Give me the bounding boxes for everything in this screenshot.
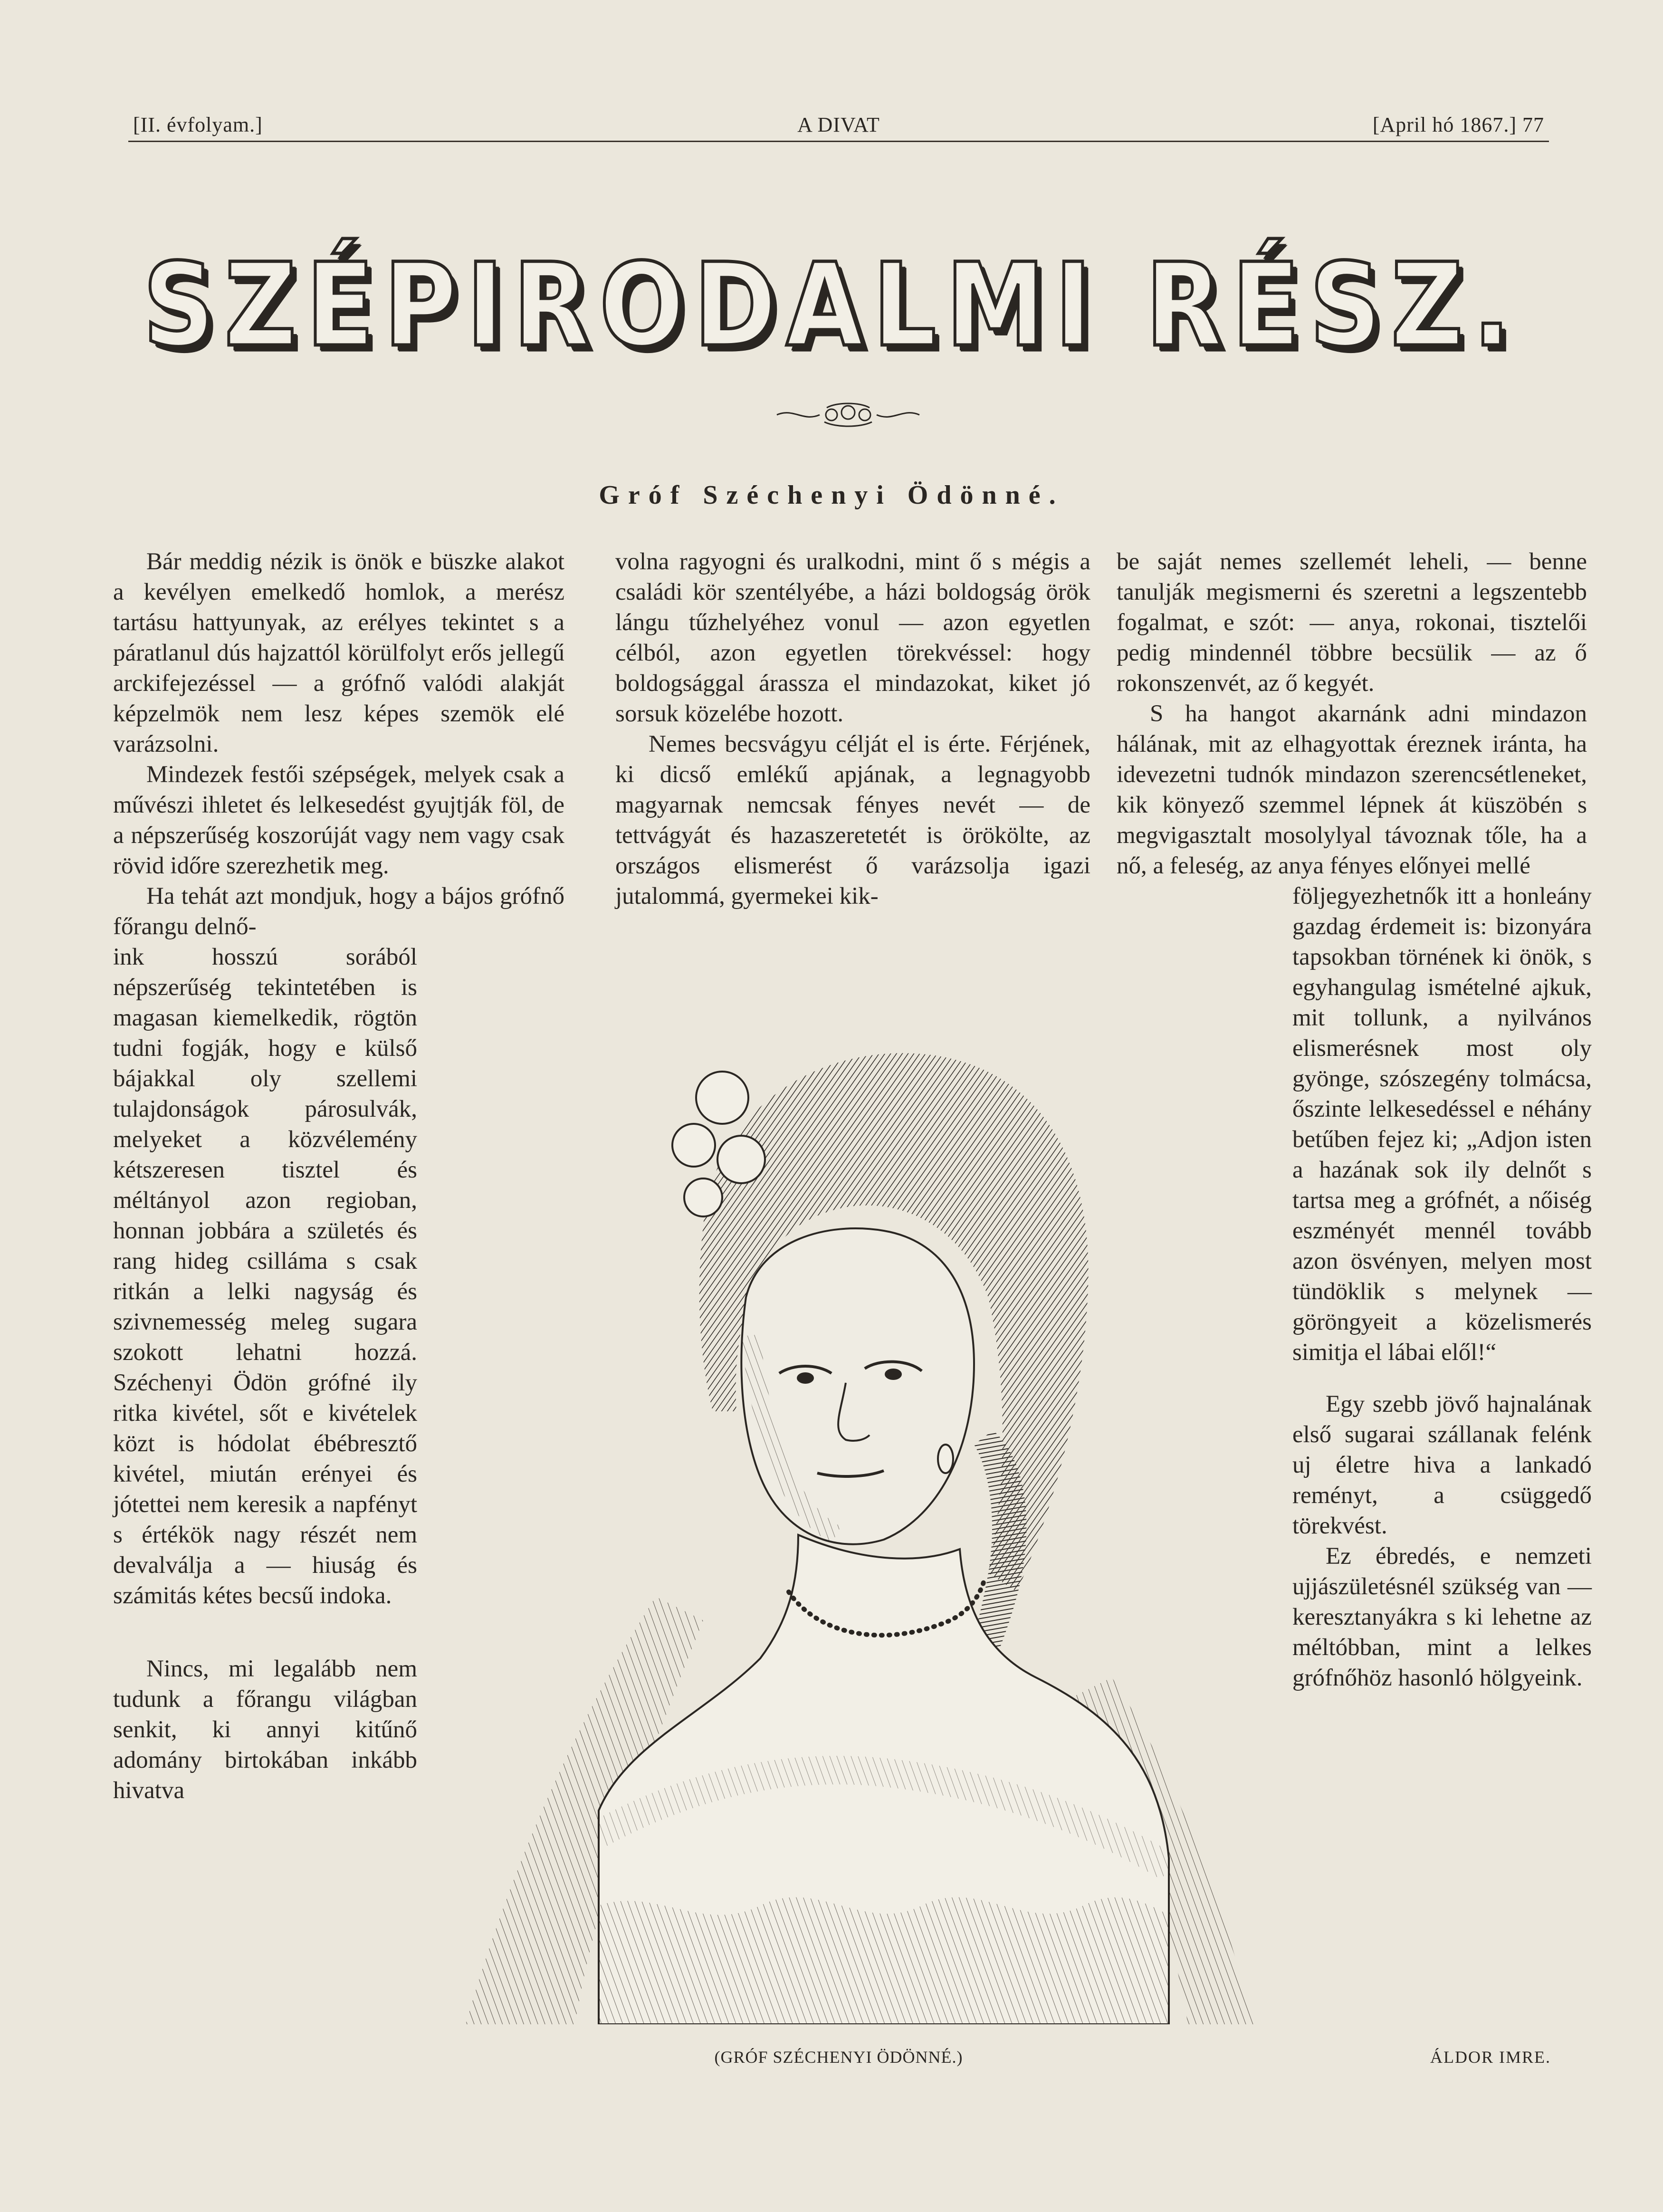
section-title: SZÉPIRODALMI RÉSZ. [143,238,1520,373]
volume-label: [II. évfolyam.] [133,113,263,136]
paragraph: volna ragyogni és uralkodni, mint ő s mégis a családi kör szentélyébe, a házi boldogság örök lángu tűzhelyéhez vonul — azon egyetlen célból, azon egyetlen törekvéssel: hogy boldogsággal árassza el mindazokat, kiket jó sorsuk közelébe hozott. [615,548,1090,727]
author-signature: ÁLDOR IMRE. [1430,2048,1551,2067]
header-rule [128,141,1549,142]
paragraph: följegyezhetnők itt a honleány gazdag érdemeit is: bizonyára tapsokban törnének ki önök, s egyhangulag ismételné ajkuk, mit tollunk, a nyilvános elismerésnek most oly gyönge, szószegény tolmácsa, őszinte lelkesedéssel e néhány betűben fejez ki; „Adjon isten a hazának sok ily delnőt s tartsa meg a grófnét, a nőiség eszményét mennél tovább azon ösvényen, melyen most tündöklik s melynek — göröngyeit a közelismerés simitja el lábai elől!“ [1292,883,1592,1366]
paragraph: be saját nemes szellemét leheli, — benne tanulják megismerni és szeretni a legszentebb fogalmat, e szót: — anya, rokonai, tisztelői pedig mindennél többre becsülik — az ő rokonszenvét, az ő kegyét. [1117,548,1587,697]
column-2 [615,546,1090,911]
paragraph: Egy szebb jövő hajnalának első sugarai szállanak felénk uj életre hiva a lankadó reményt, a csüggedő törekvést. [1292,1391,1592,1539]
article-title: Gróf Széchenyi Ödönné. [599,480,1064,510]
paragraph: Mindezek festői szépségek, melyek csak a művészi ihletet és lelkesedést gyujtják föl, de a népszerűség koszorúját vagy nem vagy csak rövid időre szerezhetik meg. [113,761,564,879]
portrait-caption: (GRÓF SZÉCHENYI ÖDÖNNÉ.) [714,2048,963,2067]
paragraph: Nincs, mi legalább nem tudunk a főrangu világban senkit, ki annyi kitűnő adomány birtokában inkább hivatva [113,1656,417,1804]
publication-name: A DIVAT [797,113,880,136]
paragraph: Ha tehát azt mondjuk, hogy a bájos grófnő főrangu delnő- [113,883,564,940]
paragraph: Nemes becsvágyu célját el is érte. Férjének, ki dicső emlékű apjának, a legnagyobb magyarnak nemcsak fényes nevét — de tettvágyát és hazaszeretetét is örökölte, az országos elismerést ő varázsolja igazi jutalommá, gyermekei kik- [615,731,1090,910]
ornament-vignette-icon [774,398,922,431]
paragraph: Ez ébredés, e nemzeti ujjászületésnél szükség van — keresztanyákra s ki lehetne az méltóbban, mint a lelkes grófnőhöz hasonló hölgyeink. [1292,1543,1592,1691]
running-header [128,107,1549,140]
paragraph: ink hosszú sorából népszerűség tekintetében is magasan kiemelkedik, rögtön tudni fogják, hogy e külső bájakkal oly szellemi tulajdonságok párosulvák, melyeket a közvélemény kétszeresen tisztel és méltányol azon regioban, honnan jobbára a születés és rang hideg csillámа s csak ritkán a lelki nagyság és szivnemesség meleg sugara szokott lehatni hozzá. Széchenyi Ödön grófné ily ritka kivétel, sőt e kivételek közt is hódolat ébébresztő kivétel, miután erényei és jótettei nem keresik a napfényt s értékök nagy részét nem devalválja a — hiuság és számitás kétes becsű indoka. [113,944,417,1609]
paragraph: Bár meddig nézik is önök e büszke alakot a kevélyen emelkedő homlok, a merész tartásu hattyunyak, az erélyes tekintet s a páratlanul dús hajzattól körülfolyt erős jellegű arckifejezéssel — a grófnő valódi alakját képzelmök nem lesz képes szemök elé varázsolni. [113,548,564,757]
engraved-portrait-image [456,1003,1264,2024]
paragraph: S ha hangot akarnánk adni mindazon hálának, mit az elhagyottak éreznek iránta, ha idevezetni tudnók mindazon szerencsétleneket, kik könyező szemmel lépnek át küszöbén s megvigasztalt mosolylyal távoznak tőle, ha a nő, a feleség, az anya fényes előnyei mellé [1117,700,1587,879]
issue-date-page: [April hó 1867.] 77 [1372,113,1544,136]
